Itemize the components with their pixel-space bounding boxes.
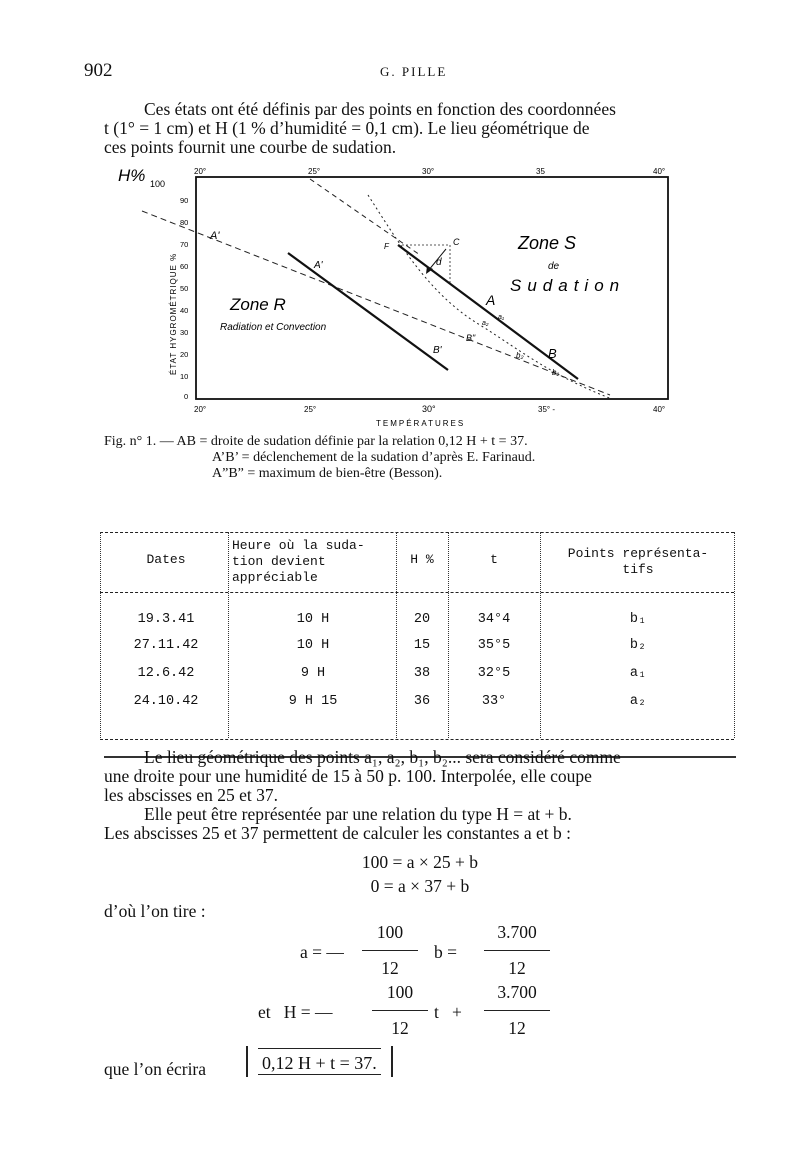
sudation-diagram	[100, 165, 690, 430]
frac3-line	[372, 1010, 428, 1011]
caption-prefix: Fig. n° 1. —	[104, 434, 174, 449]
frac1-denominator: 12	[381, 958, 399, 978]
frac2-numerator: 3.700	[497, 922, 537, 942]
label-a2: a₂	[482, 320, 489, 327]
frac2-denominator: 12	[508, 958, 526, 978]
th-heure-l2: tion devient	[232, 554, 326, 569]
table-vsep	[540, 532, 541, 738]
y-tick: 0	[184, 392, 189, 401]
frac2-line	[484, 950, 550, 951]
que-line: que l’on écrira	[104, 1059, 207, 1079]
p1-line-1: Le lieu géométrique des points a₁, a₂, b₁, b₂... sera considéré comme	[144, 747, 621, 767]
table-vsep	[228, 532, 229, 738]
cell-point: a₁	[629, 666, 647, 681]
y-tick: 10	[180, 372, 189, 381]
boxed-formula	[246, 1046, 393, 1077]
frac4-numerator: 3.700	[497, 982, 537, 1002]
frac4-line	[484, 1010, 550, 1011]
cell-date: 24.10.42	[133, 694, 199, 709]
cell-point: a₂	[629, 694, 647, 709]
table-vsep	[396, 532, 397, 738]
th-points-l1: Points représenta-	[567, 546, 709, 561]
line-dashed-top	[310, 179, 420, 255]
label-b: B	[548, 346, 557, 361]
y-tick: 40	[180, 306, 189, 315]
y-tick: 30	[180, 328, 189, 337]
x-bottom-tick: 35° -	[538, 405, 555, 414]
y-unit-label: H%	[118, 166, 146, 185]
body-paragraph-2	[104, 805, 736, 843]
y-tick: 80	[180, 218, 189, 227]
cell-heure: 9 H 15	[288, 694, 338, 709]
label-b-double: B"	[466, 333, 476, 343]
cell-h: 38	[413, 666, 431, 681]
caption-line-2: A’B’ = déclenchement de la sudation d’après E. Farinaud.	[212, 450, 536, 465]
th-points-l2: tifs	[622, 562, 654, 577]
label-a1: a₁	[498, 314, 505, 321]
label-a-prime: A'	[210, 230, 220, 242]
x-top-tick: 25°	[308, 167, 321, 176]
cell-point: b₂	[629, 638, 647, 653]
x-bottom-tick: 40°	[653, 405, 666, 414]
table-vsep	[100, 532, 101, 738]
intro-line-3: ces points fournit une courbe de sudation.	[104, 137, 397, 157]
intro-line-2: t (1° = 1 cm) et H (1 % d’humidité = 0,1 cm). Le lieu géométrique de	[104, 118, 590, 138]
sudation-figure	[100, 165, 690, 435]
zone-s-title: Zone S	[518, 233, 577, 253]
running-head-author: G. PILLE	[380, 64, 448, 79]
x-top-tick: 20°	[194, 167, 207, 176]
page-number: 902	[84, 60, 113, 81]
p2-line-1: Elle peut être représentée par une relation du type H = at + b.	[144, 804, 572, 824]
y-tick: 70	[180, 240, 189, 249]
label-b2: b₂	[516, 351, 524, 360]
cell-date: 19.3.41	[137, 612, 195, 627]
y-tick: 50	[180, 284, 189, 293]
cell-h: 36	[413, 694, 431, 709]
y-top-label: 100	[150, 179, 166, 189]
dou-line: d’où l’on tire :	[104, 901, 206, 921]
equation-2: 0 = a × 37 + b	[370, 876, 470, 896]
x-top-tick: 30°	[422, 167, 435, 176]
th-dates: Dates	[146, 552, 186, 567]
label-c: C	[453, 237, 460, 247]
x-bottom-tick: 20°	[194, 405, 207, 414]
cell-t: 35°5	[477, 638, 511, 653]
body-paragraph-1	[104, 748, 736, 805]
cell-heure: 10 H	[296, 612, 330, 627]
y-axis-title: ÉTAT HYGROMÉTRIQUE %	[169, 252, 178, 375]
cell-point: b₁	[629, 612, 647, 627]
table-vsep	[448, 532, 449, 738]
y-tick: 90	[180, 196, 189, 205]
cell-date: 12.6.42	[137, 666, 195, 681]
cell-t: 32°5	[477, 666, 511, 681]
cell-date: 27.11.42	[133, 638, 199, 653]
frac1-numerator: 100	[376, 922, 404, 942]
cell-heure: 10 H	[296, 638, 330, 653]
th-t: t	[490, 552, 498, 567]
figure-caption	[104, 434, 744, 482]
label-d: d	[436, 257, 442, 268]
label-r-prime: A'	[314, 260, 323, 271]
p2-line-2: Les abscisses 25 et 37 permettent de calculer les constantes a et b :	[104, 823, 571, 843]
zone-s-sudation: Sudation	[510, 276, 626, 295]
t-plus: t +	[434, 1002, 462, 1022]
p1-line-2: une droite pour une humidité de 15 à 50 p. 100. Interpolée, elle coupe	[104, 766, 592, 786]
table-vsep	[734, 532, 735, 738]
frac3-numerator: 100	[386, 982, 414, 1002]
cell-t: 33°	[481, 694, 507, 709]
b-equals: b =	[434, 942, 457, 962]
a-equals: a = —	[300, 942, 344, 962]
et-h-equals: et H = —	[258, 1002, 333, 1022]
x-bottom-tick: 30°	[422, 404, 436, 414]
zone-r-subtitle: Radiation et Convection	[220, 322, 327, 333]
equation-1: 100 = a × 25 + b	[361, 852, 479, 872]
th-heure-l3: appréciable	[232, 570, 318, 585]
intro-paragraph	[104, 100, 736, 157]
caption-line-3: A”B” = maximum de bien-être (Besson).	[212, 466, 443, 481]
table-header-separator	[100, 592, 734, 593]
cell-h: 20	[413, 612, 431, 627]
label-a: A	[486, 292, 496, 308]
cell-heure: 9 H	[300, 666, 326, 681]
th-heure	[232, 538, 394, 586]
th-h: H %	[410, 552, 434, 567]
x-top-tick: 40°	[653, 167, 666, 176]
frac1-line	[362, 950, 418, 951]
x-axis-title: TEMPÉRATURES	[376, 419, 466, 428]
th-heure-l1: Heure où la suda-	[232, 538, 365, 553]
boxed-formula-text: 0,12 H + t = 37.	[258, 1048, 381, 1075]
caption-line-1: AB = droite de sudation définie par la relation 0,12 H + t = 37.	[176, 434, 528, 449]
label-f: F	[384, 242, 389, 251]
zone-s-de: de	[548, 261, 560, 272]
zone-r-title: Zone R	[230, 295, 286, 314]
x-bottom-tick: 25°	[304, 405, 317, 414]
y-tick: 60	[180, 262, 189, 271]
frac3-denominator: 12	[391, 1018, 409, 1038]
label-b1: b₁	[552, 368, 559, 377]
intro-line-1: Ces états ont été définis par des points en fonction des coordonnées	[144, 99, 616, 119]
line-farinaud	[288, 253, 448, 370]
frac4-denominator: 12	[508, 1018, 526, 1038]
label-b-prime: B'	[433, 345, 442, 356]
th-points	[546, 546, 730, 578]
y-tick: 20	[180, 350, 189, 359]
cell-h: 15	[413, 638, 431, 653]
x-top-tick: 35	[536, 167, 545, 176]
p1-line-3: les abscisses en 25 et 37.	[104, 785, 278, 805]
cell-t: 34°4	[477, 612, 511, 627]
